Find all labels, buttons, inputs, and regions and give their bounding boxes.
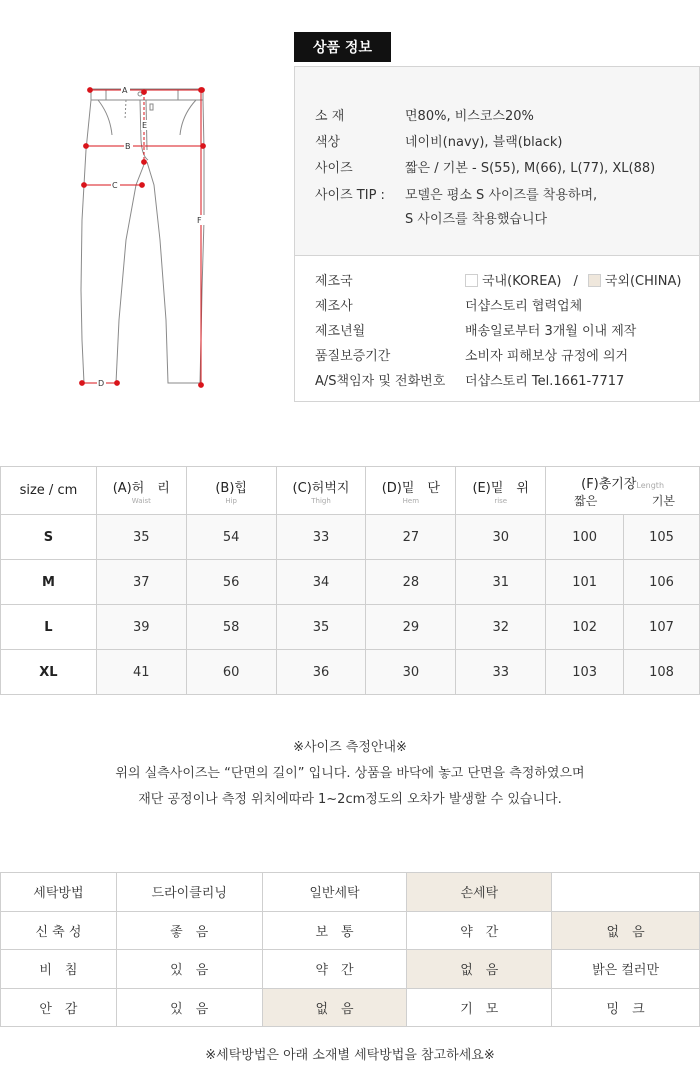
wash-method-row xyxy=(1,873,700,912)
header-hem-sub: Hem xyxy=(402,496,420,505)
value-cell: 29 xyxy=(366,605,456,650)
size-row-s xyxy=(1,515,700,560)
care-option-cell: 드라이클리닝 xyxy=(116,873,262,912)
header-waist-label: (A)허 리 xyxy=(112,480,170,496)
size-row-l xyxy=(1,605,700,650)
header-length-basic: 기본 xyxy=(651,494,675,508)
care-row-label: 신 축 성 xyxy=(1,911,117,950)
label-f: F xyxy=(197,216,202,225)
material-value: 면80%, 비스코스20% xyxy=(405,109,534,124)
label-b: B xyxy=(125,142,131,151)
care-row-label: 안 감 xyxy=(1,988,117,1027)
header-waist xyxy=(96,467,186,515)
as-contact-value: 더샵스토리 Tel.1661-7717 xyxy=(465,374,625,389)
header-length xyxy=(546,467,700,515)
header-hem xyxy=(366,467,456,515)
color-label: 색상 xyxy=(315,135,341,150)
care-option-cell: 밝은 컬러만 xyxy=(552,950,700,989)
size-cell: M xyxy=(1,560,97,605)
value-cell: 54 xyxy=(186,515,276,560)
header-rise xyxy=(456,467,546,515)
value-cell: 101 xyxy=(546,560,624,605)
size-table-header xyxy=(1,467,700,515)
value-cell: 31 xyxy=(456,560,546,605)
warranty-label: 품질보증기간 xyxy=(315,349,391,364)
size-cell: S xyxy=(1,515,97,560)
product-info-tab: 상품 정보 xyxy=(294,32,391,62)
value-cell: 56 xyxy=(186,560,276,605)
maker-value: 더샵스토리 협력업체 xyxy=(465,299,583,314)
value-cell: 36 xyxy=(276,650,366,695)
header-thigh-label: (C)허벅지 xyxy=(292,480,350,496)
value-cell: 41 xyxy=(96,650,186,695)
value-cell: 34 xyxy=(276,560,366,605)
value-cell: 33 xyxy=(276,515,366,560)
header-length-label: (F)총기장 xyxy=(581,477,637,492)
value-cell: 102 xyxy=(546,605,624,650)
as-contact-label: A/S책임자 및 전화번호 xyxy=(315,374,446,389)
size-value: 짧은 / 기본 - S(55), M(66), L(77), XL(88) xyxy=(405,161,656,176)
header-length-short: 짧은 xyxy=(574,494,598,508)
care-option-cell: 약 간 xyxy=(407,911,552,950)
size-table xyxy=(0,466,700,695)
header-hem-label: (D)밑 단 xyxy=(381,480,440,496)
value-cell: 27 xyxy=(366,515,456,560)
value-cell: 100 xyxy=(546,515,624,560)
value-cell: 60 xyxy=(186,650,276,695)
warranty-value: 소비자 피해보상 규정에 의거 xyxy=(465,349,629,364)
care-option-cell: 없 음 xyxy=(407,950,552,989)
header-rise-sub: rise xyxy=(494,496,508,505)
material-label: 소 재 xyxy=(315,109,345,124)
care-option-cell: 보 통 xyxy=(262,911,407,950)
value-cell: 106 xyxy=(624,560,700,605)
origin-separator: / xyxy=(573,274,578,289)
size-tip-value-2: S 사이즈를 착용했습니다 xyxy=(405,212,548,227)
size-tip-value: 모델은 평소 S 사이즈를 착용하며, xyxy=(405,188,598,203)
korea-checkbox xyxy=(465,274,478,287)
care-table xyxy=(0,872,700,1027)
care-option-cell: 좋 음 xyxy=(116,911,262,950)
care-option-cell: 없 음 xyxy=(262,988,407,1027)
header-hip-label: (B)힙 xyxy=(215,480,247,496)
china-label: 국외(CHINA) xyxy=(604,274,682,289)
value-cell: 108 xyxy=(624,650,700,695)
maker-label: 제조사 xyxy=(315,299,353,314)
origin-label: 제조국 xyxy=(315,274,353,289)
manufacture-date-label: 제조년월 xyxy=(315,324,366,339)
value-cell: 30 xyxy=(366,650,456,695)
sheerness-row xyxy=(1,950,700,989)
measure-note-line-2: 재단 공정이나 측정 위치에따라 1~2cm정도의 오차가 발생할 수 있습니다. xyxy=(138,792,562,807)
label-e: E xyxy=(142,121,148,130)
value-cell: 39 xyxy=(96,605,186,650)
care-footer-note: ※세탁방법은 아래 소재별 세탁방법을 참고하세요※ xyxy=(205,1048,495,1063)
size-tip-label: 사이즈 TIP : xyxy=(315,188,385,203)
care-option-cell xyxy=(552,873,700,912)
pants-measurement-diagram xyxy=(70,80,220,400)
lining-row xyxy=(1,988,700,1027)
manufacture-date-value: 배송일로부터 3개월 이내 제작 xyxy=(465,324,637,339)
label-d: D xyxy=(98,379,105,388)
care-option-cell: 밍 크 xyxy=(552,988,700,1027)
value-cell: 107 xyxy=(624,605,700,650)
care-option-cell: 있 음 xyxy=(116,950,262,989)
origin-value xyxy=(465,270,681,289)
care-row-label: 세탁방법 xyxy=(1,873,117,912)
product-spec-box xyxy=(294,66,700,256)
elasticity-row xyxy=(1,911,700,950)
care-option-cell: 없 음 xyxy=(552,911,700,950)
value-cell: 105 xyxy=(624,515,700,560)
color-value: 네이비(navy), 블랙(black) xyxy=(405,135,563,150)
header-thigh-sub: Thigh xyxy=(311,496,331,505)
header-rise-label: (E)밑 위 xyxy=(472,480,529,496)
header-waist-sub: Waist xyxy=(131,496,151,505)
size-row-m xyxy=(1,560,700,605)
size-row-xl xyxy=(1,650,700,695)
value-cell: 35 xyxy=(96,515,186,560)
header-thigh xyxy=(276,467,366,515)
size-cell: XL xyxy=(1,650,97,695)
manufacturer-box xyxy=(294,256,700,402)
size-table-corner: size / cm xyxy=(1,467,97,515)
care-row-label: 비 침 xyxy=(1,950,117,989)
header-length-sub: Length xyxy=(636,481,665,490)
korea-label: 국내(KOREA) xyxy=(482,274,562,289)
value-cell: 32 xyxy=(456,605,546,650)
china-checkbox xyxy=(588,274,601,287)
measure-note-line-1: 위의 실측사이즈는 “단면의 길이” 입니다. 상품을 바닥에 놓고 단면을 측정하였으며 xyxy=(115,766,585,781)
value-cell: 33 xyxy=(456,650,546,695)
label-c: C xyxy=(112,181,118,190)
value-cell: 58 xyxy=(186,605,276,650)
label-a: A xyxy=(122,86,128,95)
care-option-cell: 일반세탁 xyxy=(262,873,407,912)
size-cell: L xyxy=(1,605,97,650)
care-option-cell: 약 간 xyxy=(262,950,407,989)
care-option-cell: 있 음 xyxy=(116,988,262,1027)
header-hip xyxy=(186,467,276,515)
value-cell: 28 xyxy=(366,560,456,605)
care-option-cell: 기 모 xyxy=(407,988,552,1027)
value-cell: 35 xyxy=(276,605,366,650)
header-hip-sub: Hip xyxy=(225,496,237,505)
value-cell: 30 xyxy=(456,515,546,560)
care-option-cell: 손세탁 xyxy=(407,873,552,912)
value-cell: 103 xyxy=(546,650,624,695)
measure-note-title: ※사이즈 측정안내※ xyxy=(293,740,407,755)
value-cell: 37 xyxy=(96,560,186,605)
size-label: 사이즈 xyxy=(315,161,353,176)
